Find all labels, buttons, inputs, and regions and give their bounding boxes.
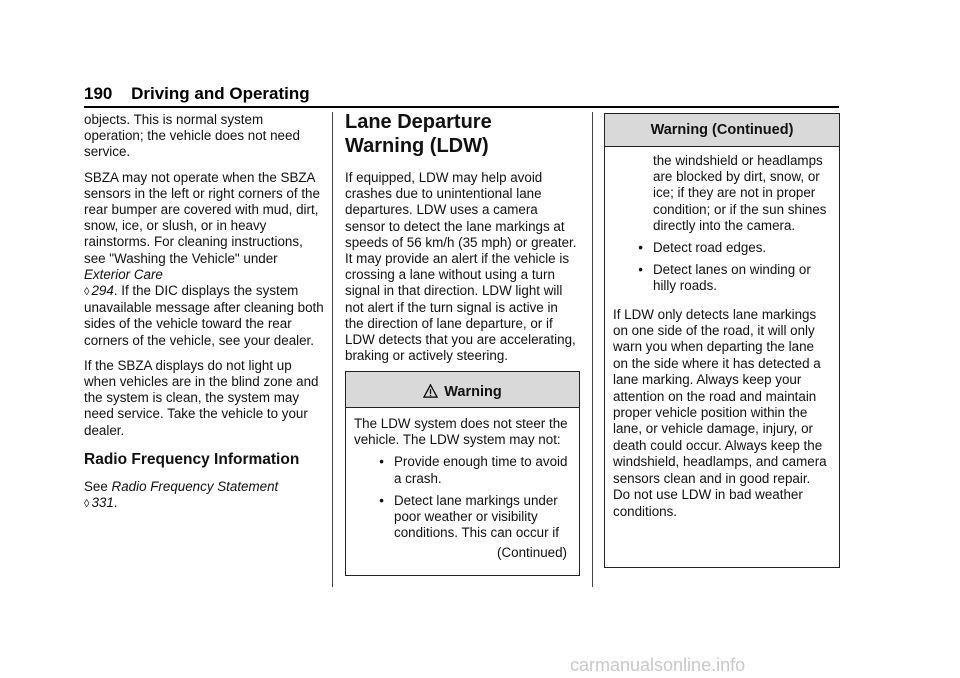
link-exterior-care[interactable]: Exterior Care	[84, 266, 163, 282]
bullet-icon: •	[638, 262, 643, 278]
column-1	[84, 112, 324, 521]
bullet-text: Provide enough time to avoid a crash.	[394, 454, 568, 486]
warning-intro: The LDW system does not steer the vehicle. The LDW system may not:	[354, 416, 568, 448]
warning-continued-box	[604, 113, 840, 568]
page-number: 190	[84, 84, 113, 103]
text: . If the DIC displays the system unavailable message after cleaning both sides of the vehicle toward the rear corners of the vehicle, see your dealer.	[84, 283, 324, 348]
reference-icon: ◊	[84, 498, 90, 511]
text: .	[113, 495, 118, 511]
bullet-text: Detect road edges.	[653, 240, 767, 256]
bullet-icon: •	[379, 492, 384, 508]
warning-body	[346, 408, 579, 562]
bullet-item	[613, 262, 831, 294]
warning-continued-body	[605, 147, 839, 520]
bullet-icon: •	[379, 454, 384, 470]
warning-header	[346, 372, 579, 408]
reference-icon: ◊	[84, 286, 90, 299]
warning-box	[345, 371, 580, 576]
text: See	[84, 478, 112, 494]
link-radio-frequency-statement[interactable]: Radio Frequency Statement	[111, 478, 279, 494]
bullet-icon: •	[638, 240, 643, 256]
warning-paragraph: If LDW only detects lane markings on one side of the road, it will only warn you when departing the lane on the side where it has detected a lane marking. Always keep your attention on the road and maintain proper vehicle position within the lane, or vehicle damage, injury, or death could occur. Always keep the windshield, headlamps, and camera sensors clean and in good repair. Do not use LDW in bad weather conditions.	[613, 306, 827, 519]
bullet-item	[354, 493, 571, 542]
title-line: Lane Departure	[345, 111, 492, 133]
paragraph-ldw-intro: If equipped, LDW may help avoid crashes due to unintentional lane departures. LDW uses a camera sensor to detect the lane markings at speeds of 56 km/h (35 mph) or greater. It may provide an alert if the vehicle is crossing a lane without using a turn signal in that direction. LDW light will not alert if the turn signal is active in the direction of lane departure, or if LDW detects that you are accelerating, braking or actively steering.	[345, 170, 577, 364]
paragraph: objects. This is normal system operation; the vehicle does not need service.	[84, 112, 300, 160]
paragraph: If the SBZA displays do not light up when vehicles are in the blind zone and the system is clean, the system may need service. Take the vehicle to your dealer.	[84, 357, 319, 438]
title-line: Warning (LDW)	[345, 135, 489, 157]
watermark: carmanualsonline.info	[570, 655, 746, 675]
bullet-text: Detect lanes on winding or hilly roads.	[653, 262, 811, 294]
page-ref-331[interactable]: 331	[91, 495, 114, 511]
column-divider-1	[332, 112, 333, 587]
page-header	[84, 84, 310, 104]
page-title-ldw	[345, 110, 577, 158]
warning-continued-text: the windshield or headlamps are blocked by dirt, snow, or ice; if they are not in proper condition; or if the sun shines directly into the camera.	[653, 153, 827, 233]
column-divider-2	[592, 112, 593, 587]
column-2	[345, 110, 577, 373]
bullet-item	[613, 240, 831, 256]
section-heading-radio-frequency: Radio Frequency Information	[84, 450, 300, 468]
paragraph-sbza-cleaning	[84, 170, 324, 349]
warning-icon	[423, 375, 438, 415]
text: SBZA may not operate when the SBZA sensors in the left or right corners of the rear bumper are covered with mud, dirt, snow, ice, or slush, or in heavy rainstorms. For cleaning instructions, see "Washing the Vehicle" under	[84, 169, 320, 266]
continued-label: (Continued)	[497, 545, 567, 561]
warning-continued-header: Warning (Continued)	[605, 114, 839, 147]
bullet-text: Detect lane markings under poor weather or visibility conditions. This can occur if	[394, 492, 559, 541]
bullet-item	[354, 454, 571, 486]
section-title: Driving and Operating	[131, 84, 310, 103]
warning-title: Warning	[444, 384, 502, 400]
page-ref-294[interactable]: 294	[91, 283, 114, 299]
see-reference	[84, 479, 324, 512]
header-rule	[84, 106, 839, 108]
